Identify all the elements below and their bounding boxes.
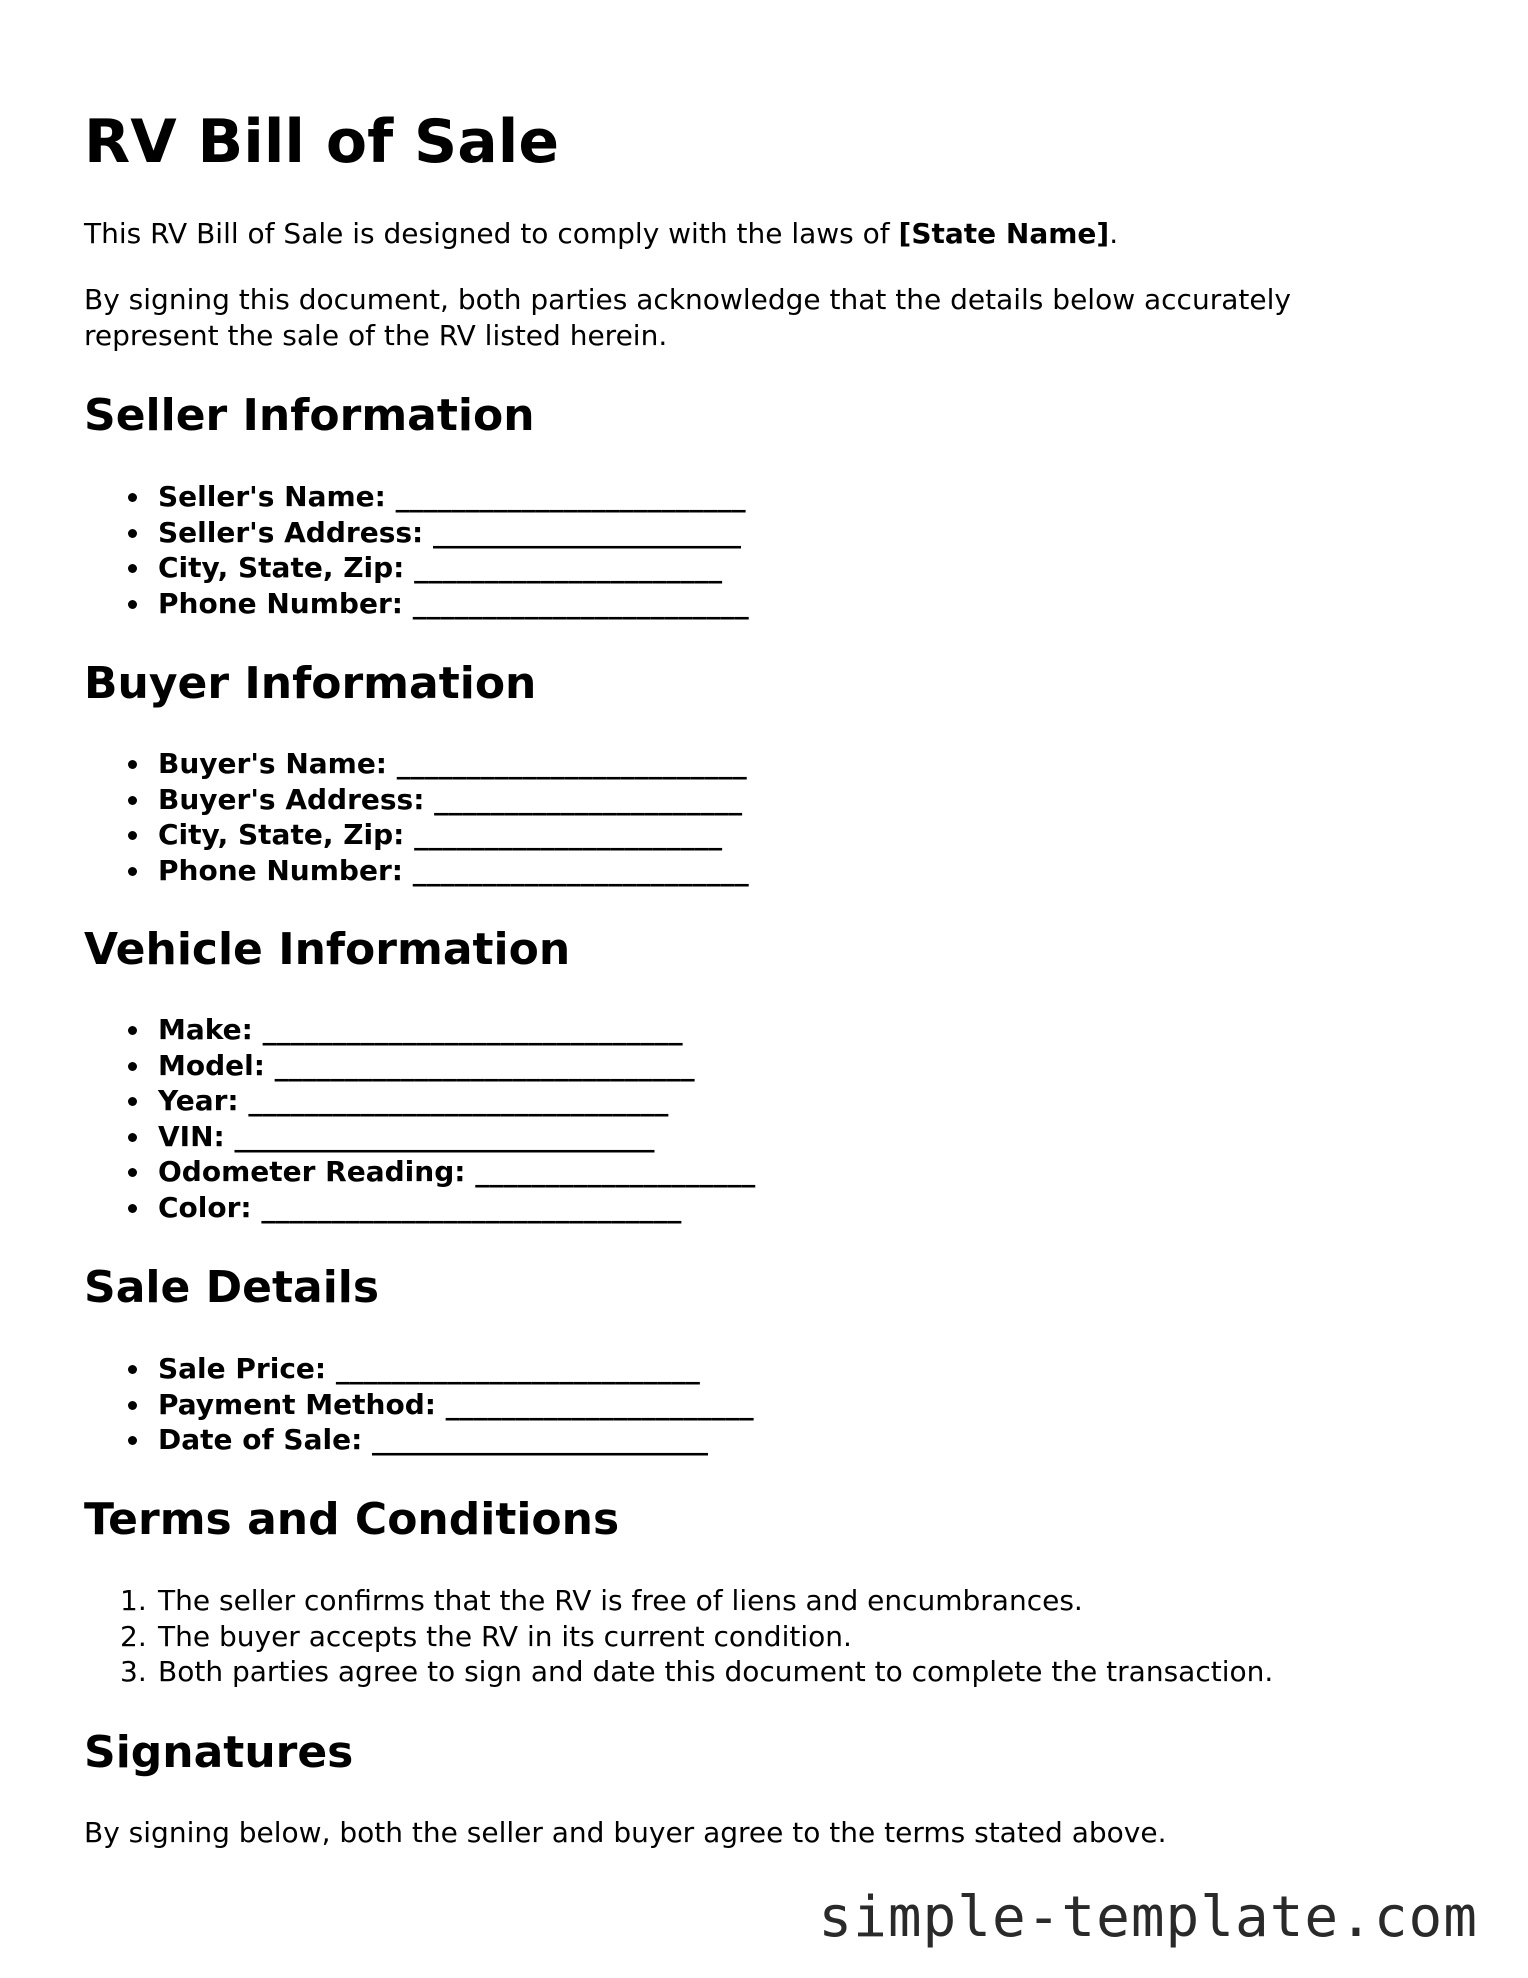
buyer-fields bbox=[84, 746, 749, 888]
signatures-paragraph: By signing below, both the seller and buyer agree to the terms stated above. bbox=[84, 1816, 1167, 1849]
seller-name-field[interactable]: Seller's Name: _________________________ bbox=[84, 479, 749, 515]
state-name-placeholder: [State Name] bbox=[898, 217, 1110, 250]
seller-city-state-zip-field[interactable]: City, State, Zip: ______________________ bbox=[84, 550, 749, 586]
vehicle-vin-field[interactable]: VIN: ______________________________ bbox=[84, 1119, 755, 1155]
sale-price-field[interactable]: Sale Price: __________________________ bbox=[84, 1351, 754, 1387]
term-item bbox=[84, 1654, 1273, 1690]
seller-heading: Seller Information bbox=[84, 390, 535, 441]
site-watermark: simple-template.com bbox=[818, 1885, 1478, 1950]
sale-heading: Sale Details bbox=[84, 1262, 380, 1313]
vehicle-heading: Vehicle Information bbox=[84, 924, 571, 975]
buyer-heading: Buyer Information bbox=[84, 658, 537, 709]
buyer-phone-field[interactable]: Phone Number: ________________________ bbox=[84, 853, 749, 889]
vehicle-odometer-field[interactable]: Odometer Reading: ____________________ bbox=[84, 1154, 755, 1190]
signatures-heading: Signatures bbox=[84, 1727, 354, 1778]
intro-paragraph bbox=[84, 216, 1414, 252]
term-number: 1. bbox=[120, 1584, 147, 1617]
intro-suffix: . bbox=[1109, 217, 1119, 250]
intro-prefix: This RV Bill of Sale is designed to comply with the laws of bbox=[84, 217, 899, 250]
term-text: The buyer accepts the RV in its current condition. bbox=[158, 1619, 852, 1653]
vehicle-color-field[interactable]: Color: ______________________________ bbox=[84, 1190, 755, 1226]
buyer-name-field[interactable]: Buyer's Name: _________________________ bbox=[84, 746, 749, 782]
page-title: RV Bill of Sale bbox=[84, 107, 560, 177]
buyer-address-field[interactable]: Buyer's Address: ______________________ bbox=[84, 782, 749, 818]
vehicle-make-field[interactable]: Make: ______________________________ bbox=[84, 1012, 755, 1048]
vehicle-year-field[interactable]: Year: ______________________________ bbox=[84, 1083, 755, 1119]
terms-list bbox=[84, 1583, 1273, 1690]
buyer-city-state-zip-field[interactable]: City, State, Zip: ______________________ bbox=[84, 817, 749, 853]
term-text: The seller confirms that the RV is free of liens and encumbrances. bbox=[158, 1584, 1083, 1617]
vehicle-model-field[interactable]: Model: ______________________________ bbox=[84, 1048, 755, 1084]
term-number: 3. bbox=[120, 1655, 147, 1688]
term-text: Both parties agree to sign and date this document to complete the transaction. bbox=[158, 1655, 1274, 1688]
vehicle-fields bbox=[84, 1012, 755, 1225]
seller-fields bbox=[84, 479, 749, 621]
sale-fields bbox=[84, 1351, 754, 1458]
payment-method-field[interactable]: Payment Method: ______________________ bbox=[84, 1387, 754, 1423]
terms-heading: Terms and Conditions bbox=[84, 1494, 620, 1545]
seller-address-field[interactable]: Seller's Address: ______________________ bbox=[84, 515, 749, 551]
term-item bbox=[84, 1583, 1273, 1619]
term-number: 2. bbox=[120, 1619, 147, 1653]
seller-phone-field[interactable]: Phone Number: ________________________ bbox=[84, 586, 749, 622]
acknowledgement-paragraph: By signing this document, both parties acknowledge that the details below accurately represent the sale of the RV listed herein. bbox=[84, 283, 1291, 352]
term-item bbox=[84, 1619, 1273, 1655]
date-of-sale-field[interactable]: Date of Sale: ________________________ bbox=[84, 1422, 754, 1458]
